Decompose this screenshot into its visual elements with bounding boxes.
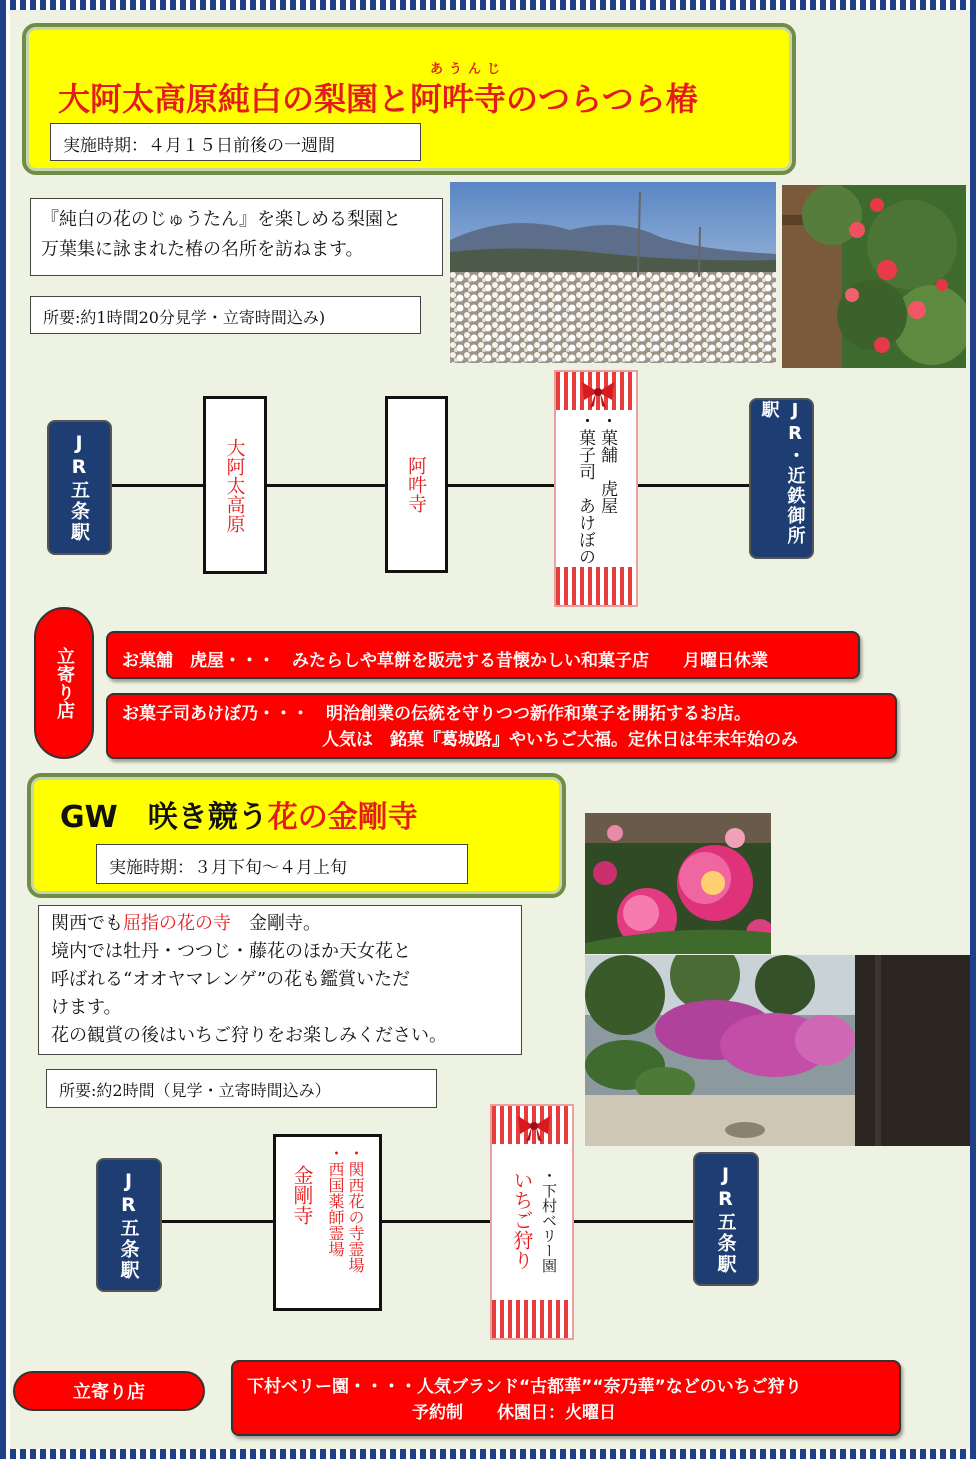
route2-line	[574, 1220, 694, 1223]
stop-aunji: 阿吽寺	[385, 396, 448, 573]
station-jr-gojo-2: JR五条駅	[96, 1158, 162, 1292]
shop-akebono-info: お菓子司あけぼ乃・・・ 明治創業の伝統を守りつつ新作和菓子を開拓するお店。 人気は 銘菓『葛城路』やいちご大福。定休日は年末年始のみ	[106, 693, 897, 759]
section1-title: 大阿太高原純白の梨園と阿吽寺のつらつら椿	[58, 80, 698, 118]
station-jr-gojo-3: JR五条駅	[693, 1152, 759, 1286]
section2-duration: 所要:約2時間（見学・立寄時間込み）	[46, 1069, 437, 1108]
peony-photo	[585, 813, 771, 954]
shop-akebono-label: ・菓子司 あけぼの	[575, 412, 595, 565]
camellia-photo	[782, 185, 966, 368]
shop-toraya-label: ・菓舗 虎屋	[597, 412, 617, 514]
stop-oada-kogen: 大阿太高原	[203, 396, 267, 574]
section1-description: 『純白の花のじゅうたん』を楽しめる梨園と 万葉集に詠まれた椿の名所を訪ねます。	[30, 198, 443, 276]
tachiyori-label-2: 立寄り店	[13, 1371, 205, 1411]
temple-note-kansai: ・関西花の寺霊場	[346, 1145, 365, 1273]
section1-period: 実施時期：４月１５日前後の一週間	[50, 123, 421, 161]
strawberry-picking-label: いちご狩り	[510, 1170, 534, 1270]
lace-decoration	[556, 567, 636, 605]
ribbon-icon	[578, 378, 618, 408]
shop-card-1	[554, 370, 638, 607]
pear-orchard-photo	[450, 182, 776, 363]
shop-shimomura-info: 下村ベリー園・・・・人気ブランド“古都華”“奈乃華”などのいちご狩り 予約制 休園日：火曜日	[231, 1360, 901, 1436]
shop-shimomura-label: ・下村ベリー園	[540, 1168, 558, 1273]
route1-line	[265, 484, 385, 487]
shop-card-2	[490, 1104, 574, 1340]
route1-line	[448, 484, 556, 487]
section2-description: 関西でも屈指の花の寺 金剛寺。 境内では牡丹・つつじ・藤花のほか天女花と 呼ばれる“オオヤマレンゲ”の花も鑑賞いただ けます。 花の観賞の後はいちご狩りをお楽しみください。	[38, 905, 522, 1055]
section2-title: GW 咲き競う花の金剛寺	[60, 800, 418, 835]
ribbon-icon	[514, 1112, 554, 1142]
lace-decoration	[492, 1300, 572, 1338]
route2-line	[380, 1220, 492, 1223]
tachiyori-label-1: 立寄り店	[34, 607, 94, 759]
temple-name: 金剛寺	[290, 1165, 314, 1225]
route1-line	[636, 484, 750, 487]
azalea-garden-photo	[585, 955, 970, 1146]
stop-kongoji	[273, 1134, 382, 1311]
title-ruby: あうんじ	[430, 62, 507, 77]
section2-period: 実施時期：３月下旬～４月上旬	[96, 844, 468, 884]
shop-toraya-info: お菓舗 虎屋・・・ みたらしや草餅を販売する昔懐かしい和菓子店 月曜日休業	[106, 631, 860, 679]
route1-line	[112, 484, 205, 487]
section1-duration: 所要:約1時間20分見学・立寄時間込み)	[30, 296, 421, 334]
station-jr-kintetsu-gose: JR・近鉄御所駅	[749, 398, 814, 559]
station-jr-gojo: JR五条駅	[47, 420, 112, 555]
temple-note-saigoku: ・西国薬師霊場	[326, 1145, 345, 1257]
route2-line	[162, 1220, 275, 1223]
